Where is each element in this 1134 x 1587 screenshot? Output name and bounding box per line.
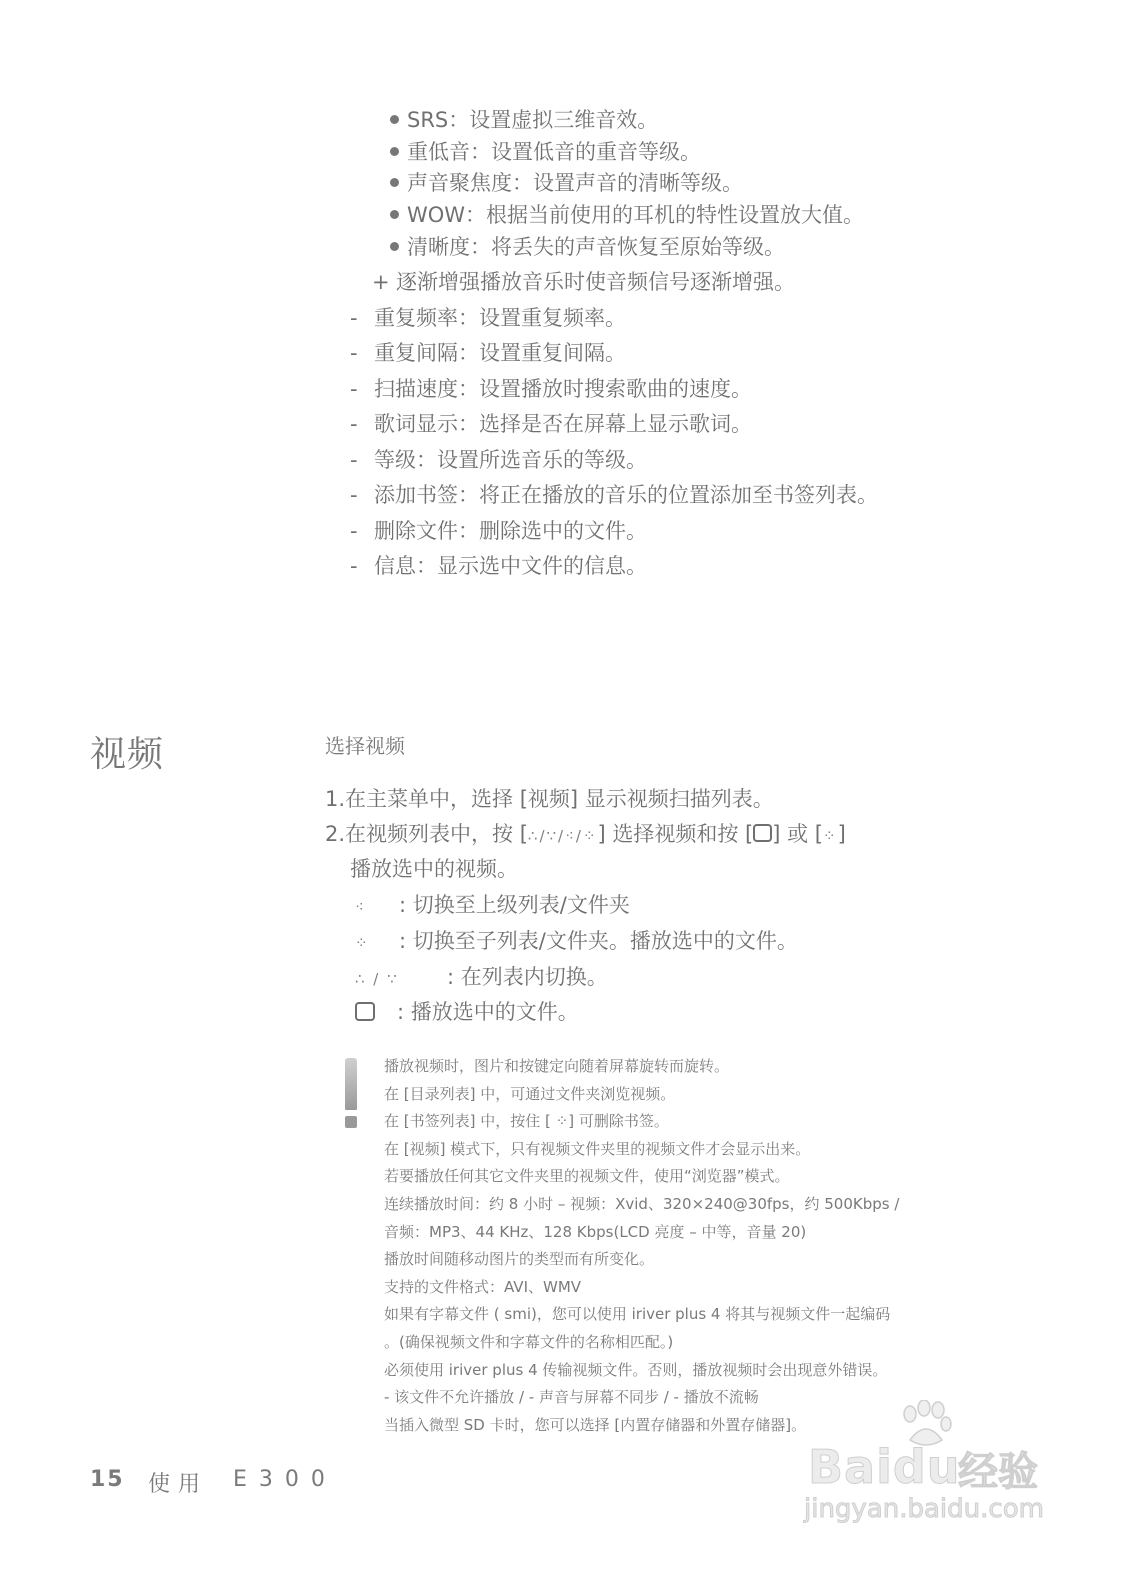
dash-marker: -: [350, 377, 358, 401]
note-line: - 该文件不允许播放 / - 声音与屏幕不同步 / - 播放不流畅: [384, 1388, 759, 1406]
feature-text: 声音聚焦度：设置声音的清晰等级。: [407, 171, 743, 195]
key-function-row: [355, 999, 579, 1025]
play-key-icon: [753, 824, 772, 842]
feature-item: [390, 171, 743, 195]
step-2-end: ]: [837, 822, 846, 846]
left-key-icon: ⁖: [355, 898, 366, 916]
step-1: 1.在主菜单中，选择 [视频] 显示视频扫描列表。: [325, 787, 774, 811]
note-line: 当插入微型 SD 卡时，您可以选择 [内置存储器和外置存储器]。: [384, 1416, 807, 1434]
dash-marker: -: [350, 519, 358, 543]
note-line: 在 [书签列表] 中，按住 [ ⁘] 可删除书签。: [384, 1112, 669, 1130]
setting-text: 重复间隔：设置重复间隔。: [374, 341, 626, 365]
setting-item: [350, 306, 626, 330]
right-key-icon: ⁘: [823, 827, 838, 845]
warning-exclamation-icon: [340, 1058, 362, 1134]
key-function-text: : 在列表内切换。: [447, 965, 608, 989]
note-line: 连续播放时间：约 8 小时 – 视频：Xvid、320×240@30fps，约 500Kbps /: [384, 1195, 900, 1213]
setting-item: [350, 554, 647, 578]
setting-text: 重复频率：设置重复频率。: [374, 306, 626, 330]
key-function-text: : 切换至子列表/文件夹。播放选中的文件。: [399, 929, 798, 953]
baidu-watermark: [800, 1400, 1060, 1530]
step-2-or: ] 或 [: [772, 822, 824, 846]
feature-text: 清晰度：将丢失的声音恢复至原始等级。: [407, 235, 785, 259]
section-title: 视频: [90, 734, 165, 775]
bullet-icon: [390, 147, 399, 156]
key-function-row: [355, 928, 798, 956]
watermark-url: jingyan.baidu.com: [804, 1494, 1044, 1524]
setting-text: 扫描速度：设置播放时搜索歌曲的速度。: [374, 377, 752, 401]
feature-text: SRS：设置虚拟三维音效。: [407, 108, 659, 132]
note-line: 播放时间随移动图片的类型而有所变化。: [384, 1250, 655, 1268]
plus-item: [372, 270, 795, 294]
watermark-cn: 经验: [958, 1449, 1038, 1495]
bullet-icon: [390, 115, 399, 124]
dash-marker: -: [350, 448, 358, 472]
setting-item: [350, 448, 647, 472]
key-function-text: : 播放选中的文件。: [397, 1000, 579, 1024]
step-2-mid: ] 选择视频和按 [: [597, 822, 754, 846]
note-line: 播放视频时，图片和按键定向随着屏幕旋转而旋转。: [384, 1057, 730, 1075]
note-line: 在 [目录列表] 中，可通过文件夹浏览视频。: [384, 1085, 676, 1103]
key-function-row: [355, 892, 630, 920]
dash-marker: -: [350, 483, 358, 507]
note-line: 音频：MP3、44 KHz、128 Kbps(LCD 亮度 – 中等，音量 20): [384, 1223, 807, 1241]
setting-text: 删除文件：删除选中的文件。: [374, 519, 647, 543]
direction-keys-icon: ∴/∵/⁖/⁘: [527, 827, 598, 845]
dash-marker: -: [350, 341, 358, 365]
step-2-continuation: 播放选中的视频。: [350, 857, 518, 881]
up-down-key-icon: ∴ / ∵: [355, 970, 399, 988]
feature-text: WOW：根据当前使用的耳机的特性设置放大值。: [407, 203, 865, 227]
setting-text: 歌词显示：选择是否在屏幕上显示歌词。: [374, 412, 752, 436]
step-2: [325, 821, 846, 849]
dash-marker: -: [350, 554, 358, 578]
plus-marker: +: [372, 270, 390, 294]
section-subtitle: 选择视频: [325, 734, 405, 758]
dash-marker: -: [350, 412, 358, 436]
plus-item-text: 逐渐增强播放音乐时使音频信号逐渐增强。: [396, 270, 795, 294]
bullet-icon: [390, 210, 399, 219]
dash-marker: -: [350, 306, 358, 330]
feature-item: [390, 140, 701, 164]
setting-item: [350, 412, 752, 436]
watermark-brand: Baidu: [808, 1440, 961, 1494]
note-line: 支持的文件格式：AVI、WMV: [384, 1278, 582, 1296]
note-line: 如果有字幕文件 ( smi)，您可以使用 iriver plus 4 将其与视频文件一起编码: [384, 1305, 891, 1323]
key-function-text: : 切换至上级列表/文件夹: [399, 893, 630, 917]
setting-item: [350, 483, 878, 507]
note-line: 若要播放任何其它文件夹里的视频文件，使用“浏览器”模式。: [384, 1167, 790, 1185]
feature-item: [390, 235, 785, 259]
step-2-prefix: 2.在视频列表中，按 [: [325, 822, 528, 846]
footer-section: 使用: [148, 1472, 209, 1497]
key-function-row: [355, 964, 608, 992]
bullet-icon: [390, 242, 399, 251]
note-line: 必须使用 iriver plus 4 传输视频文件。否则，播放视频时会出现意外错误。: [384, 1361, 888, 1379]
setting-text: 等级：设置所选音乐的等级。: [374, 448, 647, 472]
note-line: 。(确保视频文件和字幕文件的名称相匹配。): [384, 1333, 674, 1351]
feature-item: [390, 108, 658, 132]
setting-text: 添加书签：将正在播放的音乐的位置添加至书签列表。: [374, 483, 878, 507]
feature-text: 重低音：设置低音的重音等级。: [407, 140, 701, 164]
right-key-icon: ⁘: [355, 934, 370, 952]
setting-item: [350, 519, 647, 543]
setting-item: [350, 377, 752, 401]
note-line: 在 [视频] 模式下，只有视频文件夹里的视频文件才会显示出来。: [384, 1140, 811, 1158]
page-number: 15: [90, 1467, 125, 1492]
play-key-icon: [355, 1002, 375, 1021]
setting-text: 信息：显示选中文件的信息。: [374, 554, 647, 578]
bullet-icon: [390, 178, 399, 187]
footer-model: E300: [233, 1467, 337, 1492]
setting-item: [350, 341, 626, 365]
feature-item: [390, 203, 864, 227]
